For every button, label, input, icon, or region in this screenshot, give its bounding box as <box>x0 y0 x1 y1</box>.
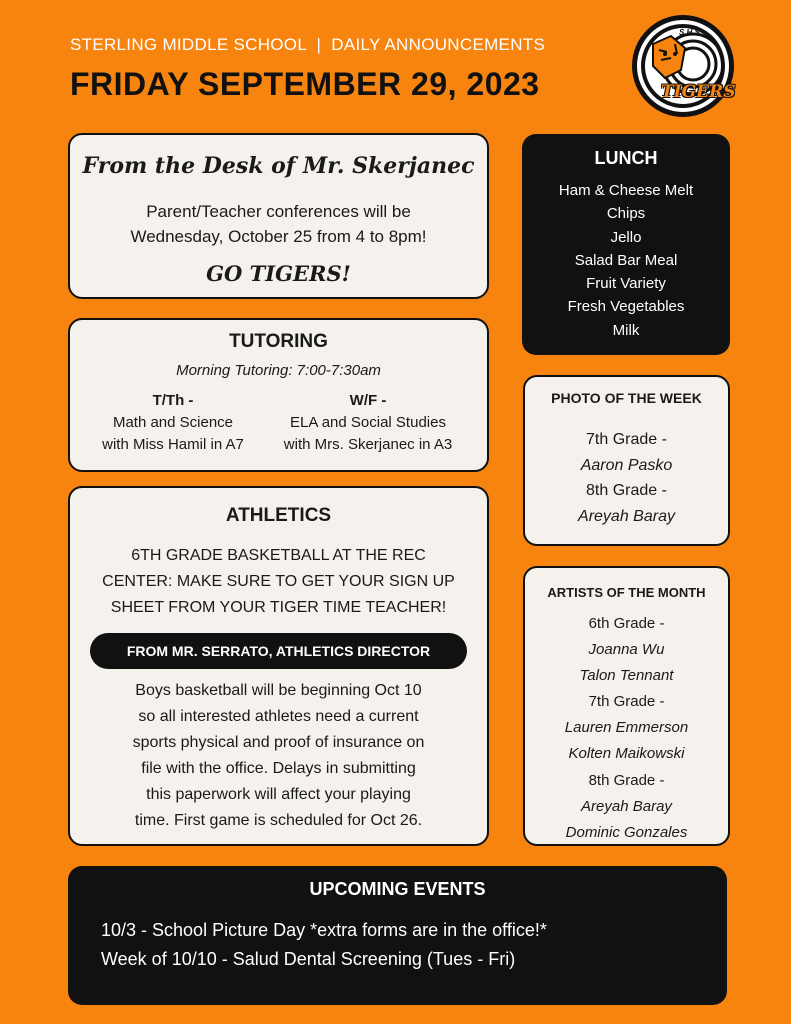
athletics-message <box>84 678 473 834</box>
tutoring-heading: T/Th - <box>152 392 194 409</box>
grade-label: 6th Grade - <box>588 615 665 632</box>
photo-of-week-title: PHOTO OF THE WEEK <box>551 390 702 406</box>
logo-letters: S H S <box>679 28 700 37</box>
tutoring-title: TUTORING <box>229 331 328 352</box>
artists-of-month-title: ARTISTS OF THE MONTH <box>547 585 706 600</box>
artists-of-month-card <box>523 566 730 846</box>
tutoring-teacher: with Mrs. Skerjanec in A3 <box>283 436 453 453</box>
tutoring-column-tth <box>73 390 273 456</box>
lunch-item: Salad Bar Meal <box>574 251 678 269</box>
message-line: this paperwork will affect your playing <box>146 786 411 803</box>
student-name: Dominic Gonzales <box>565 823 688 841</box>
desk-line-1: Parent/Teacher conferences will be <box>146 202 411 221</box>
desk-line-2: Wednesday, October 25 from 4 to 8pm! <box>130 227 427 246</box>
lunch-item: Milk <box>612 321 640 339</box>
announcement-line: CENTER: MAKE SURE TO GET YOUR SIGN UP <box>102 573 455 590</box>
student-name: Talon Tennant <box>579 667 674 685</box>
announcement-line: 6TH GRADE BASKETBALL AT THE REC <box>131 547 426 564</box>
grade-label: 7th Grade - <box>588 693 665 711</box>
logo-text: TIGERS <box>661 82 736 102</box>
message-line: time. First game is scheduled for Oct 26. <box>134 812 423 829</box>
athletics-announcement <box>80 543 477 621</box>
upcoming-events-card <box>68 866 727 1005</box>
tiger-logo <box>631 14 735 118</box>
tutoring-heading: W/F - <box>349 392 387 409</box>
tutoring-column-wf <box>268 390 468 456</box>
header-subtitle: STERLING MIDDLE SCHOOL | DAILY ANNOUNCEMENTS <box>70 35 546 54</box>
lunch-item: Fresh Vegetables <box>567 298 685 316</box>
go-tigers: GO TIGERS! <box>206 261 351 286</box>
grade-label: 7th Grade - <box>586 431 667 448</box>
message-line: sports physical and proof of insurance on <box>132 734 425 751</box>
lunch-item: Ham & Cheese Melt <box>558 182 694 199</box>
upcoming-events-list <box>101 916 707 974</box>
message-line: so all interested athletes need a current <box>138 708 419 725</box>
lunch-card <box>522 134 730 355</box>
grade-label: 8th Grade - <box>586 482 667 499</box>
photo-of-week-card <box>523 375 730 546</box>
athletics-director-label: FROM MR. SERRATO, ATHLETICS DIRECTOR <box>90 633 467 669</box>
upcoming-events-title: UPCOMING EVENTS <box>309 879 486 899</box>
athletics-card <box>68 486 489 846</box>
event-item: Week of 10/10 - Salud Dental Screening (Tues - Fri) <box>101 949 516 969</box>
lunch-item: Chips <box>606 205 646 223</box>
lunch-item: Fruit Variety <box>586 275 666 293</box>
photo-of-week-list <box>525 427 728 529</box>
desk-title: From the Desk of Mr. Skerjanec <box>82 153 475 179</box>
student-name: Areyah Baray <box>578 507 675 525</box>
event-item: 10/3 - School Picture Day *extra forms are in the office!* <box>101 920 547 940</box>
lunch-item: Jello <box>610 228 642 246</box>
student-name: Aaron Pasko <box>580 456 673 474</box>
tutoring-subject: ELA and Social Studies <box>290 414 446 431</box>
desk-card <box>68 133 489 299</box>
student-name: Areyah Baray <box>581 797 672 815</box>
lunch-title: LUNCH <box>594 148 658 168</box>
grade-label: 8th Grade - <box>588 771 665 789</box>
page-title: FRIDAY SEPTEMBER 29, 2023 <box>70 66 540 102</box>
message-line: file with the office. Delays in submitting <box>141 760 416 777</box>
tutoring-card <box>68 318 489 472</box>
tutoring-subject: Math and Science <box>112 414 234 431</box>
desk-message <box>70 199 487 249</box>
student-name: Lauren Emmerson <box>564 719 689 737</box>
announcement-line: SHEET FROM YOUR TIGER TIME TEACHER! <box>110 599 447 616</box>
lunch-menu <box>522 179 730 342</box>
tutoring-morning: Morning Tutoring: 7:00-7:30am <box>176 362 381 379</box>
student-name: Kolten Maikowski <box>568 745 685 763</box>
artists-list <box>525 611 728 846</box>
student-name: Joanna Wu <box>588 641 665 659</box>
tutoring-teacher: with Miss Hamil in A7 <box>102 436 244 453</box>
message-line: Boys basketball will be beginning Oct 10 <box>135 682 422 699</box>
athletics-title: ATHLETICS <box>225 505 332 526</box>
